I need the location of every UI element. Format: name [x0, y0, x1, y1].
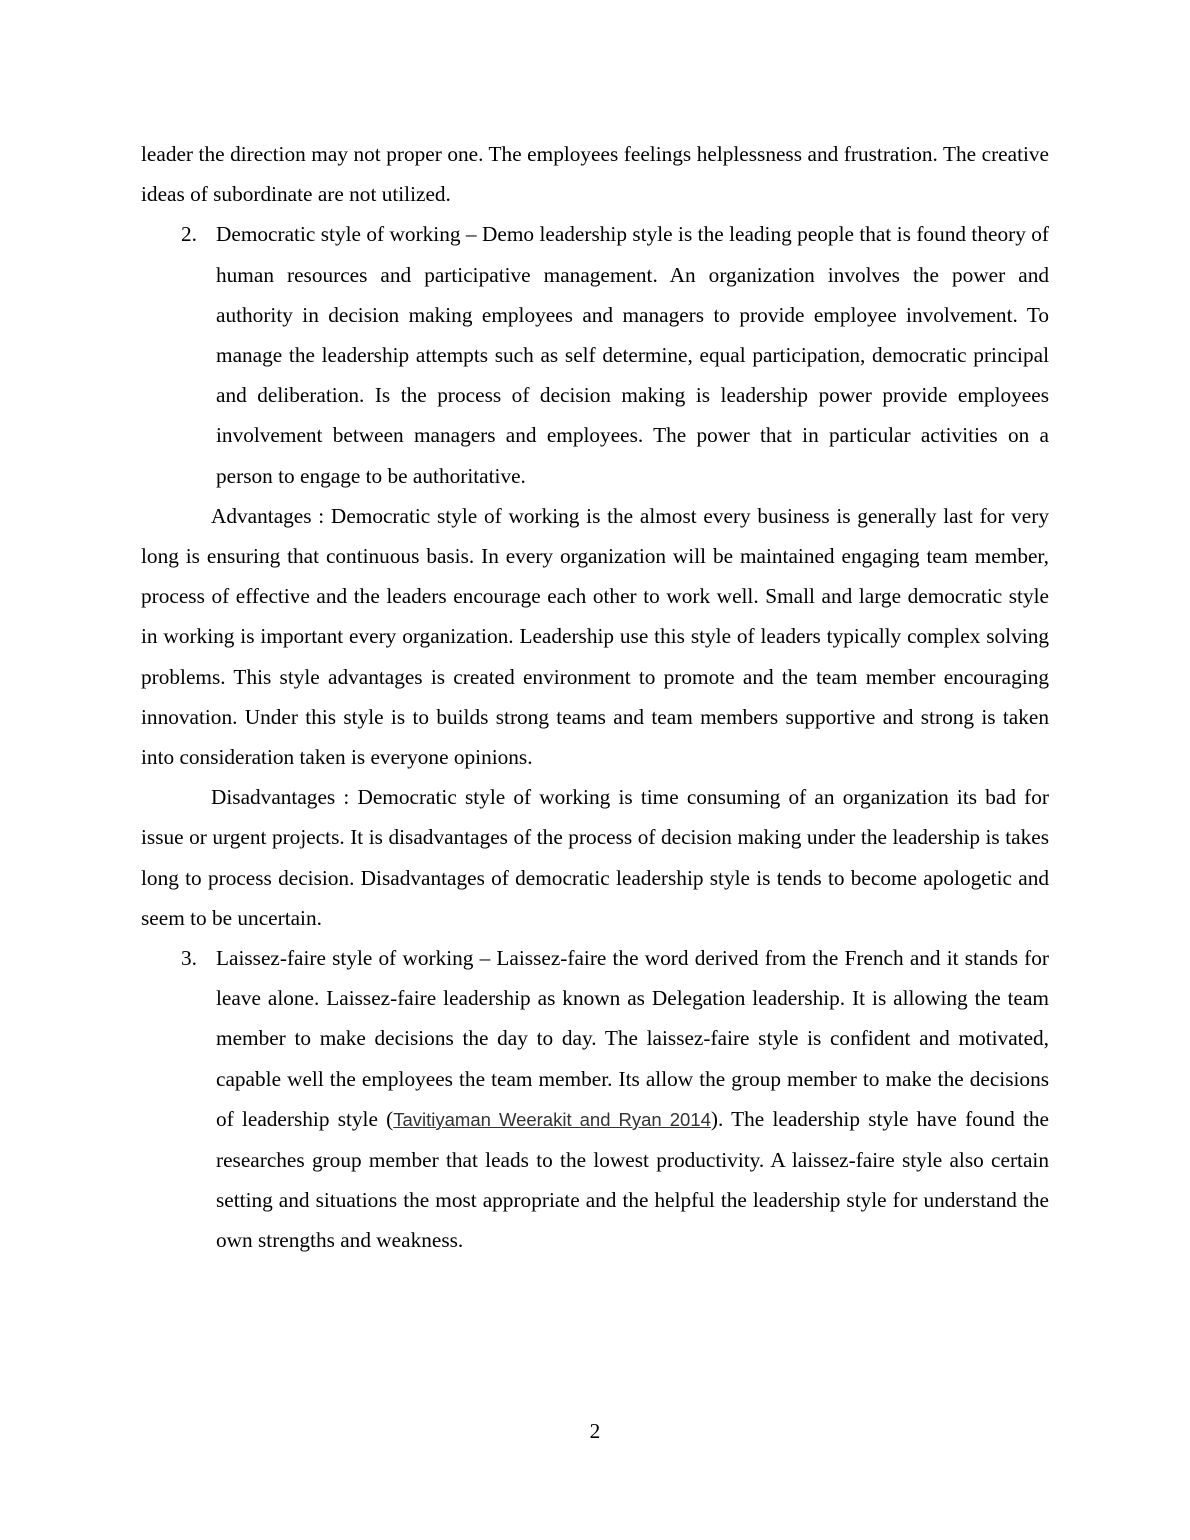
disadvantages-paragraph: Disadvantages : Democratic style of working is time consuming of an organization its bad for issue or urgent projects. It is disadvantages of the process of decision making under the leadership is takes long to process decision. Disadvantages of democratic leadership style is tends to become apologetic and seem to be uncertain. — [141, 785, 1049, 930]
list-item-text-after-citation: ). The leadership style have found the researches group member that leads to the lowest productivity. A laissez-faire style also certain setting and situations the most appropriate and the helpful the leadership style for understand the own strengths and weakness. — [216, 1106, 1049, 1253]
list-item-laissez-faire — [141, 938, 1049, 1261]
list-item-text-before-citation: Laissez-faire style of working – Laissez-faire the word derived from the French and it stands for leave alone. Laissez-faire leadership as known as Delegation leadership. It is allowing the team member to make decisions the day to day. The laissez-faire style is confident and motivated, capable well the employees the team member. Its allow the group member to make the decisions of leadership style ( — [216, 946, 1049, 1131]
citation-link[interactable]: Tavitiyaman Weerakit and Ryan 2014 — [393, 1108, 711, 1130]
list-item-text: Democratic style of working – Demo leadership style is the leading people that is found theory of human resources and participative management. An organization involves the power and authority in decision making employees and managers to provide employee involvement. To manage the leadership attempts such as self determine, equal participation, democratic principal and deliberation. Is the process of decision making is leadership power provide employees involvement between managers and employees. The power that in particular activities on a person to engage to be authoritative. — [216, 222, 1049, 488]
intro-continuation-paragraph: leader the direction may not proper one. The employees feelings helplessness and frustration. The creative ideas of subordinate are not utilized. — [141, 142, 1049, 207]
list-item-democratic — [141, 214, 1049, 495]
advantages-paragraph: Advantages : Democratic style of working is the almost every business is generally last for very long is ensuring that continuous basis. In every organization will be maintained engaging team member, process of effective and the leaders encourage each other to work well. Small and large democratic style in working is important every organization. Leadership use this style of leaders typically complex solving problems. This style advantages is created environment to promote and the team member encouraging innovation. Under this style is to builds strong teams and team members supportive and strong is taken into consideration taken is everyone opinions. — [141, 503, 1049, 770]
page-number: 2 — [589, 1419, 601, 1443]
document-body — [141, 134, 1049, 1261]
list-number: 2. — [181, 222, 197, 247]
list-number: 3. — [181, 946, 197, 971]
